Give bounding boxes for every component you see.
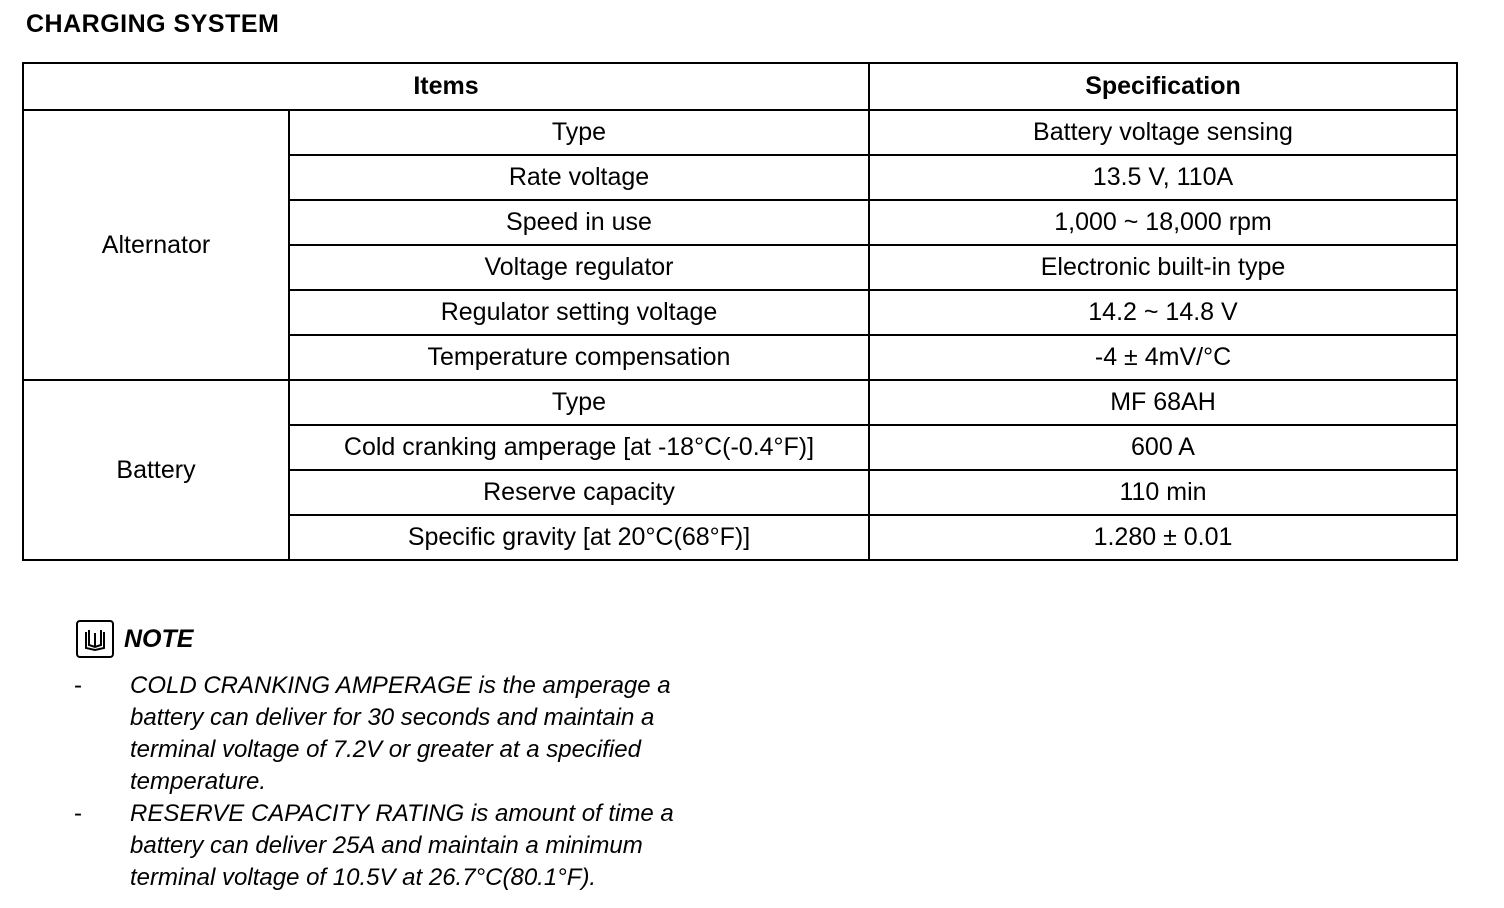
group-alternator: Alternator bbox=[23, 110, 289, 380]
bullet-dash: - bbox=[74, 800, 82, 827]
item-cell: Regulator setting voltage bbox=[289, 290, 869, 335]
header-items: Items bbox=[23, 63, 869, 110]
table-row bbox=[23, 110, 1457, 155]
spec-cell: MF 68AH bbox=[869, 380, 1457, 425]
spec-cell: 110 min bbox=[869, 470, 1457, 515]
spec-cell: 1.280 ± 0.01 bbox=[869, 515, 1457, 560]
item-cell: Type bbox=[289, 110, 869, 155]
note-text: RESERVE CAPACITY RATING is amount of time a battery can deliver 25A and maintain a minimum terminal voltage of 10.5V at 26.7°C(80.1°F). bbox=[130, 800, 674, 891]
spec-table bbox=[22, 62, 1458, 561]
item-cell: Rate voltage bbox=[289, 155, 869, 200]
spec-cell: 600 A bbox=[869, 425, 1457, 470]
bullet-dash: - bbox=[74, 672, 82, 699]
note-book-icon bbox=[76, 620, 114, 658]
note-header bbox=[76, 620, 193, 658]
list-item bbox=[72, 670, 722, 798]
item-cell: Reserve capacity bbox=[289, 470, 869, 515]
spec-cell: Electronic built-in type bbox=[869, 245, 1457, 290]
item-cell: Specific gravity [at 20°C(68°F)] bbox=[289, 515, 869, 560]
spec-cell: 1,000 ~ 18,000 rpm bbox=[869, 200, 1457, 245]
list-item bbox=[72, 798, 722, 894]
table-row bbox=[23, 380, 1457, 425]
item-cell: Speed in use bbox=[289, 200, 869, 245]
page-title: CHARGING SYSTEM bbox=[26, 10, 280, 38]
item-cell: Type bbox=[289, 380, 869, 425]
item-cell: Voltage regulator bbox=[289, 245, 869, 290]
table-header-row bbox=[23, 63, 1457, 110]
spec-cell: -4 ± 4mV/°C bbox=[869, 335, 1457, 380]
spec-cell: 13.5 V, 110A bbox=[869, 155, 1457, 200]
group-battery: Battery bbox=[23, 380, 289, 560]
item-cell: Temperature compensation bbox=[289, 335, 869, 380]
item-cell: Cold cranking amperage [at -18°C(-0.4°F)] bbox=[289, 425, 869, 470]
spec-cell: Battery voltage sensing bbox=[869, 110, 1457, 155]
header-specification: Specification bbox=[869, 63, 1457, 110]
note-text: COLD CRANKING AMPERAGE is the amperage a battery can deliver for 30 seconds and maintain a terminal voltage of 7.2V or greater at a specified temperature. bbox=[130, 672, 671, 795]
note-label: NOTE bbox=[124, 624, 194, 653]
note-list bbox=[72, 670, 722, 894]
spec-cell: 14.2 ~ 14.8 V bbox=[869, 290, 1457, 335]
